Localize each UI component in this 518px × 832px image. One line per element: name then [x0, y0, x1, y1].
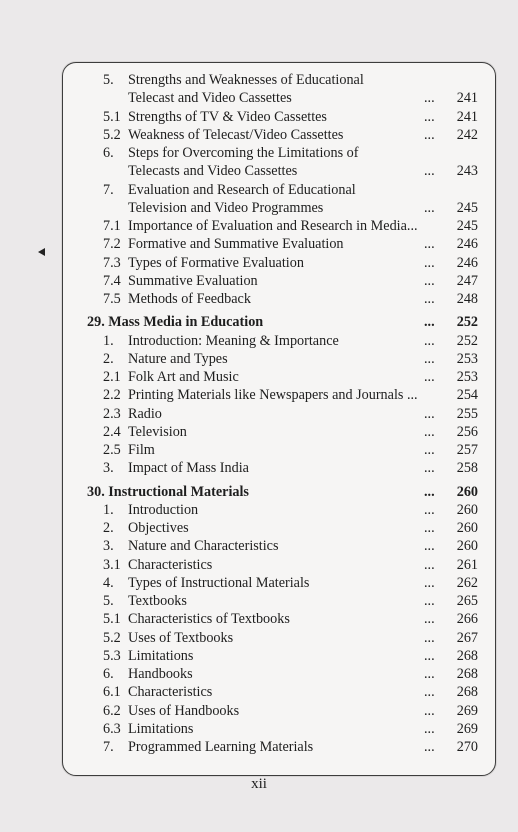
toc-entry — [63, 199, 495, 218]
toc-entry-title: Limitations — [128, 720, 194, 737]
toc-entry-title: Limitations — [128, 647, 194, 664]
toc-page-number: 267 — [456, 629, 478, 646]
toc-entry — [63, 108, 495, 127]
toc-entry-title: 30. Instructional Materials — [87, 483, 249, 500]
toc-entry — [63, 592, 495, 611]
toc-entry-number: 5.2 — [103, 126, 121, 143]
toc-entry — [63, 610, 495, 629]
toc-leader-dots: ... — [424, 314, 435, 331]
toc-page-number: 268 — [456, 647, 478, 664]
toc-entry-title: Uses of Handbooks — [128, 702, 240, 719]
toc-entry-title: Formative and Summative Evaluation — [128, 236, 344, 253]
toc-page-number: 245 — [456, 218, 478, 234]
toc-entry-number: 3.1 — [103, 556, 121, 573]
toc-entry-title: Characteristics of Textbooks — [128, 611, 290, 628]
toc-entry-number: 6.1 — [103, 684, 121, 701]
toc-page-number: 243 — [456, 163, 478, 180]
margin-arrow-icon — [38, 248, 45, 256]
toc-entry-title: Importance of Evaluation and Research in Media... — [128, 218, 418, 234]
toc-leader-dots: ... — [424, 574, 435, 591]
toc-entry — [63, 350, 495, 369]
toc-entry-title: Film — [128, 442, 155, 458]
toc-page-number: 254 — [456, 387, 478, 404]
toc-entry-number: 2. — [103, 350, 114, 367]
toc-page-number: 253 — [456, 350, 478, 367]
toc-entry-title: Evaluation and Research of Educational — [128, 181, 356, 198]
toc-entry-number: 1. — [103, 501, 114, 518]
toc-leader-dots: ... — [424, 272, 435, 289]
toc-entry-title: Uses of Textbooks — [128, 629, 234, 646]
toc-page-number: 242 — [456, 126, 478, 143]
toc-entry — [63, 519, 495, 538]
toc-entry — [63, 556, 495, 575]
toc-entry-number: 2.4 — [103, 423, 121, 440]
toc-entry-title: Radio — [128, 405, 162, 422]
toc-entry-title: Methods of Feedback — [128, 291, 251, 307]
toc-entry-title: Handbooks — [128, 666, 193, 682]
toc-entry-number: 6. — [103, 145, 114, 161]
toc-leader-dots: ... — [424, 483, 435, 500]
toc-leader-dots: ... — [424, 720, 435, 737]
toc-leader-dots: ... — [424, 126, 435, 143]
toc-leader-dots: ... — [424, 423, 435, 440]
toc-entry — [63, 738, 495, 757]
toc-leader-dots: ... — [424, 90, 435, 107]
toc-entry-title: Summative Evaluation — [128, 272, 258, 289]
toc-entry — [63, 332, 495, 351]
toc-entry-number: 7. — [103, 739, 114, 755]
toc-page-number: 246 — [456, 254, 478, 271]
toc-page-number: 241 — [456, 108, 478, 125]
toc-page-number: 247 — [456, 272, 478, 289]
toc-entry-title: 29. Mass Media in Education — [87, 314, 264, 331]
toc-page-number: 256 — [456, 423, 478, 440]
toc-page-number: 261 — [456, 556, 478, 573]
toc-entry — [63, 144, 495, 163]
toc-page-number: 246 — [456, 236, 478, 253]
toc-entry-number: 7.2 — [103, 236, 121, 253]
toc-page-number: 257 — [456, 442, 478, 458]
toc-entry-number: 6. — [103, 666, 114, 682]
toc-leader-dots: ... — [424, 538, 435, 555]
toc-page-number: 260 — [456, 520, 478, 536]
toc-leader-dots: ... — [424, 236, 435, 253]
toc-section-heading — [63, 483, 495, 502]
toc-entry-number: 7.5 — [103, 291, 121, 307]
toc-entry-title: Folk Art and Music — [128, 369, 239, 385]
toc-entry — [63, 574, 495, 593]
toc-entry — [63, 235, 495, 254]
toc-leader-dots: ... — [424, 369, 435, 385]
toc-entry — [63, 720, 495, 739]
toc-page-number: 252 — [456, 332, 478, 349]
toc-entry — [63, 181, 495, 200]
toc-entry-title: Television — [128, 423, 187, 440]
toc-entry — [63, 423, 495, 442]
toc-entry — [63, 254, 495, 273]
toc-entry-number: 2.3 — [103, 405, 121, 422]
toc-entry-number: 7.4 — [103, 272, 121, 289]
toc-entry-title: Nature and Characteristics — [128, 538, 279, 555]
toc-leader-dots: ... — [424, 350, 435, 367]
toc-leader-dots: ... — [424, 254, 435, 271]
toc-page-number: 265 — [456, 593, 478, 609]
toc-entry-title: Introduction — [128, 501, 199, 518]
toc-entry-title: Steps for Overcoming the Limitations of — [128, 145, 359, 161]
toc-leader-dots: ... — [424, 647, 435, 664]
toc-page-number: 268 — [456, 684, 478, 701]
page-number: xii — [251, 776, 267, 792]
toc-entry-number: 5.1 — [103, 108, 121, 125]
toc-entry-number: 6.2 — [103, 702, 121, 719]
toc-entry — [63, 89, 495, 108]
toc-leader-dots: ... — [424, 629, 435, 646]
toc-entry — [63, 405, 495, 424]
toc-page-number: 245 — [456, 199, 478, 216]
toc-entry-title: Types of Instructional Materials — [128, 574, 310, 591]
toc-entry-title: Characteristics — [128, 556, 213, 573]
toc-entry — [63, 217, 495, 236]
toc-page-number: 262 — [456, 574, 478, 591]
toc-entry — [63, 441, 495, 460]
toc-entry-number: 5.3 — [103, 647, 121, 664]
toc-leader-dots: ... — [424, 666, 435, 682]
toc-entry-title: Characteristics — [128, 684, 213, 701]
toc-page — [62, 62, 496, 776]
toc-entry — [63, 290, 495, 309]
toc-entry-title: Telecasts and Video Cassettes — [128, 163, 298, 180]
toc-entry-title: Nature and Types — [128, 350, 228, 367]
toc-leader-dots: ... — [424, 405, 435, 422]
toc-entry-title: Introduction: Meaning & Importance — [128, 332, 339, 349]
toc-page-number: 260 — [456, 501, 478, 518]
toc-entry — [63, 537, 495, 556]
toc-entry-number: 3. — [103, 538, 114, 555]
toc-entry-title: Telecast and Video Cassettes — [128, 90, 292, 107]
toc-entry — [63, 272, 495, 291]
toc-entry-title: Printing Materials like Newspapers and Journals ... — [128, 387, 418, 404]
toc-leader-dots: ... — [424, 611, 435, 628]
toc-page-number: 260 — [456, 483, 478, 500]
toc-entry-number: 5. — [103, 593, 114, 609]
toc-entry-title: Television and Video Programmes — [128, 199, 324, 216]
toc-entry-number: 3. — [103, 460, 114, 477]
toc-leader-dots: ... — [424, 199, 435, 216]
toc-leader-dots: ... — [424, 332, 435, 349]
toc-entry-title: Programmed Learning Materials — [128, 739, 314, 755]
toc-page-number: 268 — [456, 666, 478, 682]
toc-entry — [63, 683, 495, 702]
toc-page-number: 255 — [456, 405, 478, 422]
toc-entry — [63, 368, 495, 387]
toc-leader-dots: ... — [424, 442, 435, 458]
toc-entry-title: Strengths of TV & Video Cassettes — [128, 108, 327, 125]
toc-entry-number: 2.1 — [103, 369, 121, 385]
toc-page-number: 266 — [456, 611, 478, 628]
toc-entry-number: 6.3 — [103, 720, 121, 737]
toc-entry-title: Types of Formative Evaluation — [128, 254, 304, 271]
toc-entry — [63, 629, 495, 648]
toc-section-heading — [63, 313, 495, 332]
toc-entry — [63, 162, 495, 181]
toc-entry-number: 5.2 — [103, 629, 121, 646]
toc-entry-number: 1. — [103, 332, 114, 349]
toc-page-number: 253 — [456, 369, 478, 385]
toc-entry-number: 2.5 — [103, 442, 121, 458]
toc-leader-dots: ... — [424, 460, 435, 477]
toc-entry — [63, 126, 495, 145]
toc-entry-number: 5. — [103, 72, 114, 88]
toc-entry — [63, 459, 495, 478]
toc-entry — [63, 501, 495, 520]
toc-leader-dots: ... — [424, 108, 435, 125]
toc-page-number: 270 — [456, 739, 478, 755]
toc-entry-title: Textbooks — [128, 593, 187, 609]
toc-page-number: 241 — [456, 90, 478, 107]
toc-entry-title: Objectives — [128, 520, 189, 536]
toc-page-number: 269 — [456, 720, 478, 737]
toc-entry — [63, 71, 495, 90]
toc-leader-dots: ... — [424, 501, 435, 518]
toc-leader-dots: ... — [424, 520, 435, 536]
toc-entry — [63, 702, 495, 721]
toc-page-number: 252 — [456, 314, 478, 331]
toc-page-number: 248 — [456, 291, 478, 307]
toc-entry-number: 7.1 — [103, 218, 121, 234]
toc-entry-title: Weakness of Telecast/Video Cassettes — [128, 126, 344, 143]
toc-entry — [63, 665, 495, 684]
toc-leader-dots: ... — [424, 593, 435, 609]
toc-entry-number: 4. — [103, 574, 114, 591]
toc-entry-number: 2. — [103, 520, 114, 536]
toc-leader-dots: ... — [424, 556, 435, 573]
toc-leader-dots: ... — [424, 702, 435, 719]
toc-entry-number: 7.3 — [103, 254, 121, 271]
toc-entry-title: Strengths and Weaknesses of Educational — [128, 72, 364, 88]
toc-entry — [63, 386, 495, 405]
toc-leader-dots: ... — [424, 684, 435, 701]
toc-page-number: 258 — [456, 460, 478, 477]
toc-page-number: 269 — [456, 702, 478, 719]
toc-page-number: 260 — [456, 538, 478, 555]
toc-entry — [63, 647, 495, 666]
toc-entry-number: 5.1 — [103, 611, 121, 628]
toc-entry-number: 2.2 — [103, 387, 121, 404]
toc-leader-dots: ... — [424, 739, 435, 755]
toc-leader-dots: ... — [424, 291, 435, 307]
toc-entry-number: 7. — [103, 181, 114, 198]
toc-leader-dots: ... — [424, 163, 435, 180]
toc-entry-title: Impact of Mass India — [128, 460, 249, 477]
